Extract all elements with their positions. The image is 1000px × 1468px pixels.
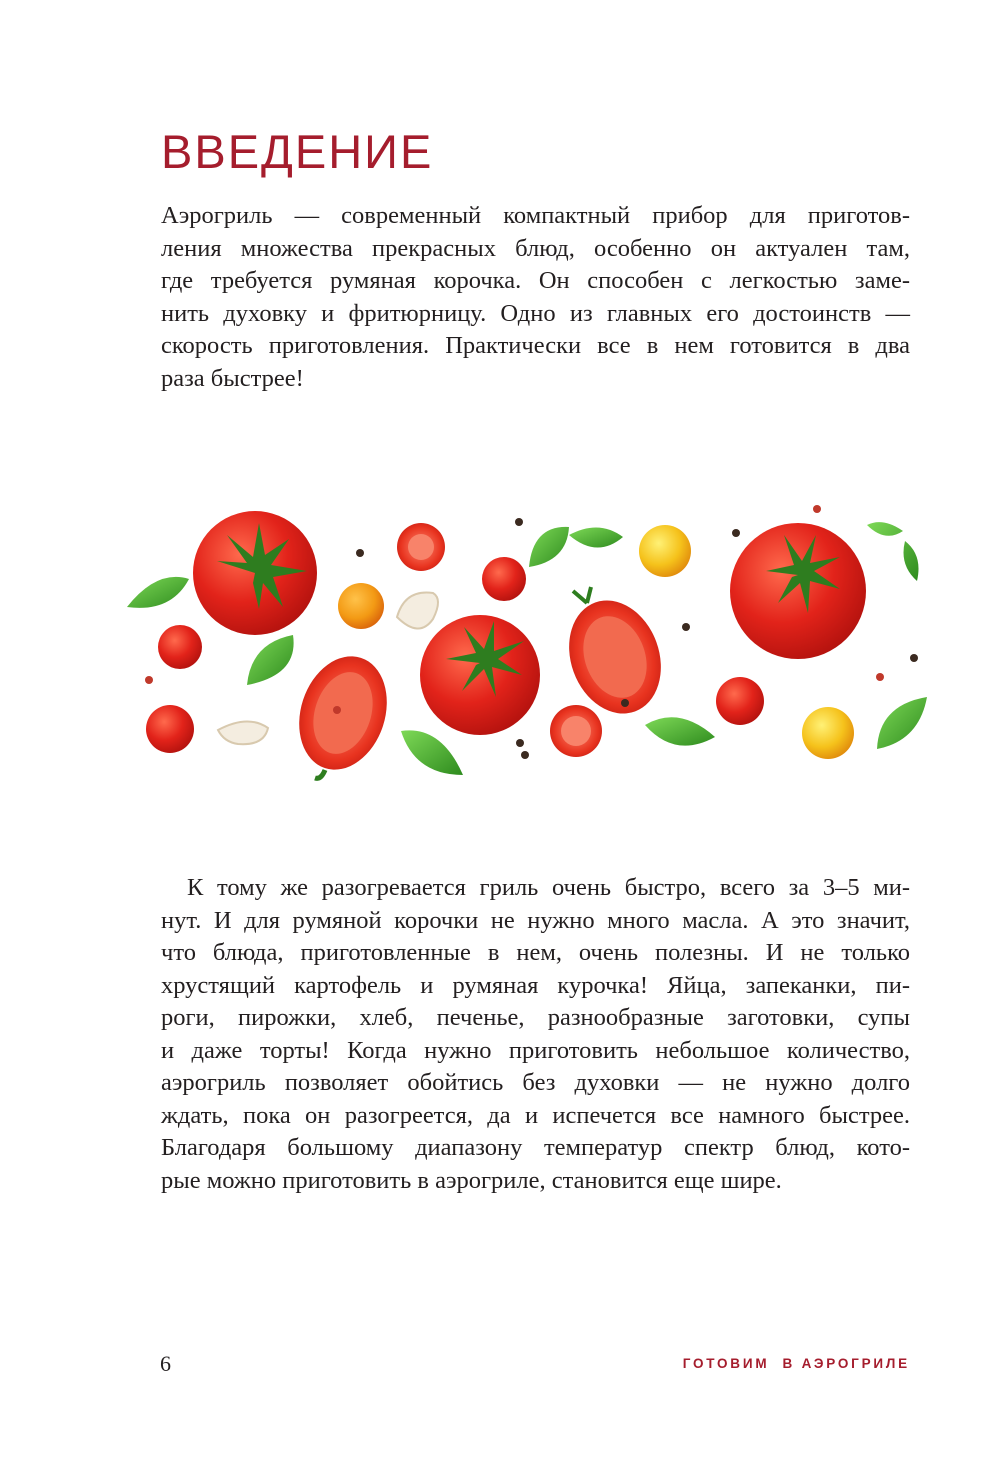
intro-line: раза быстрее!	[161, 364, 304, 392]
body-line: К тому же разогревается гриль очень быстро, всего за 3–5 ми-	[187, 874, 910, 901]
cherry-tomato	[716, 677, 764, 725]
basil-leaf	[529, 527, 569, 567]
yellow-cherry-tomato	[802, 707, 854, 759]
cherry-tomato	[158, 625, 202, 669]
basil-leaf	[645, 717, 715, 745]
tomatoes-illustration	[115, 495, 945, 795]
cherry-tomato	[146, 705, 194, 753]
basil-leaf	[867, 522, 919, 581]
intro-line: где требуется румяная корочка. Он способен с легкостью заме-	[161, 267, 910, 294]
body-line: и даже торты! Когда нужно приготовить небольшое количество,	[161, 1036, 910, 1064]
body-paragraph	[161, 872, 910, 1197]
halved-tomato-left	[285, 645, 401, 781]
garlic-clove	[218, 721, 268, 744]
body-line: Благодаря большому диапазону температур спектр блюд, кото-	[161, 1134, 910, 1161]
orange-cherry-tomato	[338, 583, 384, 629]
intro-line: нить духовку и фритюрницу. Одно из главных его достоинств —	[161, 299, 910, 327]
chapter-title: ВВЕДЕНИЕ	[161, 125, 434, 178]
basil-leaf	[127, 577, 189, 608]
body-line: роги, пирожки, хлеб, печенье, разнообразные заготовки, супы	[161, 1004, 910, 1031]
body-line: рые можно приготовить в аэрогриле, становится еще шире.	[161, 1166, 782, 1194]
cherry-tomato	[482, 557, 526, 601]
body-line: нут. И для румяной корочки не нужно много масла. А это значит,	[161, 906, 910, 934]
running-title: ГОТОВИМ В АЭРОГРИЛЕ	[682, 1356, 910, 1371]
garlic-clove	[397, 593, 438, 629]
page-number: 6	[160, 1351, 171, 1376]
body-line: ждать, пока он разогреется, да и испечется все намного быстрее.	[161, 1101, 910, 1129]
large-tomato-left	[193, 511, 317, 635]
intro-paragraph	[161, 200, 910, 395]
basil-leaf	[569, 527, 623, 547]
basil-leaf	[247, 635, 294, 685]
body-line: аэрогриль позволяет обойтись без духовки — не нужно долго	[161, 1069, 910, 1096]
halved-cherry-top	[397, 523, 445, 571]
basil-leaf	[877, 697, 927, 749]
basil-leaf	[401, 730, 463, 775]
body-line: хрустящий картофель и румяная курочка! Яйца, запеканки, пи-	[161, 971, 910, 999]
body-line: что блюда, приготовленные в нем, очень полезны. И не только	[161, 939, 910, 966]
halved-cherry-bottom	[550, 705, 602, 757]
large-tomato-right	[730, 523, 866, 659]
yellow-cherry-tomato	[639, 525, 691, 577]
medium-tomato-center	[420, 615, 540, 735]
intro-line: скорость приготовления. Практически все в нем готовится в два	[161, 332, 910, 359]
intro-line: Аэрогриль — современный компактный прибор для приготов-	[161, 202, 910, 229]
intro-line: ления множества прекрасных блюд, особенно он актуален там,	[161, 234, 910, 262]
